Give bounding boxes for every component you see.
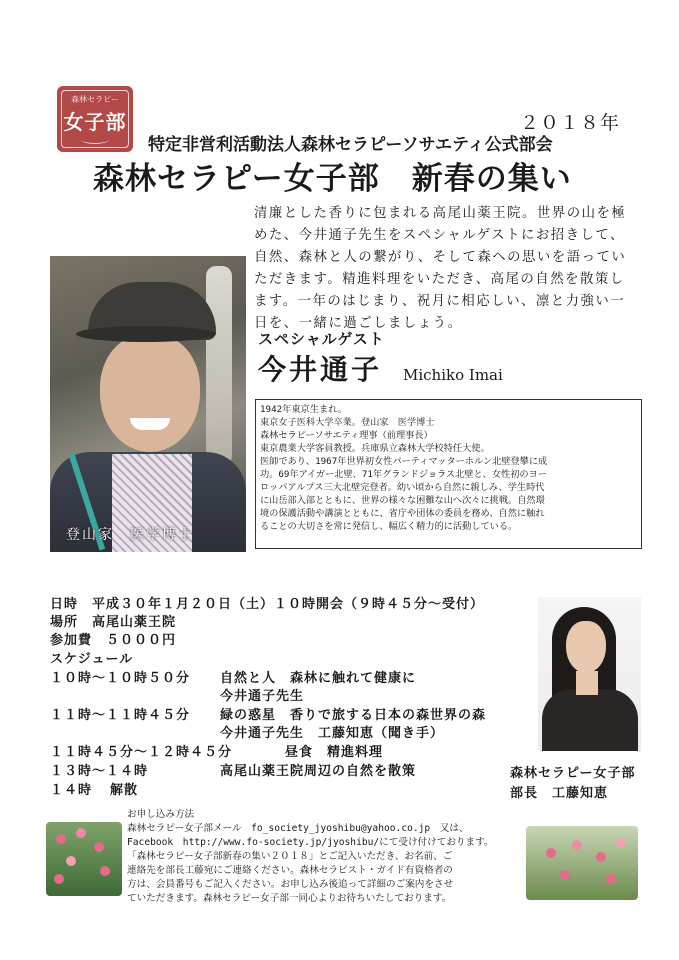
schedule-sub: 今井通子先生 (220, 689, 305, 704)
bio-line: 東京農業大学客員教授。兵庫県立森林大学校特任大使。 (260, 443, 490, 454)
leaf-ornament (81, 135, 109, 144)
apply-line: 方は、会員番号もご記入ください。お申し込み後追って詳細のご案内をさせ (127, 879, 454, 890)
leader-title: 森林セラピー女子部 (510, 766, 636, 781)
bio-line: 境の保護活動や講演とともに、省庁や団体の委員を務め、自然に触れ (260, 508, 545, 519)
apply-line: ていただきます。森林セラピー女子部一同心よりお待ちいたしております。 (127, 893, 452, 904)
schedule-label: スケジュール (50, 652, 134, 667)
bio-line: ることの大切さを常に発信し、幅広く精力的に活動している。 (260, 521, 518, 532)
schedule-item: 高尾山薬王院周辺の自然を散策 (220, 764, 417, 779)
intro-line: 清廉とした香りに包まれる高尾山薬王院。世界の山を極 (254, 206, 627, 221)
intro-text (254, 203, 652, 335)
organizer: 特定非営利活動法人森林セラピーソサエティ公式部会 (148, 135, 553, 155)
apply-line: 連絡先を部長工藤宛にご連絡ください。森林セラピスト・ガイド有資格者の (127, 865, 453, 876)
apply-line: 「森林セラピー女子部新春の集い２０１８」とご記入いただき、お名前、ご (127, 851, 453, 862)
event-year: ２０１８年 (520, 112, 621, 134)
schedule-item: 自然と人 森林に触れて健康に (220, 671, 417, 686)
schedule-item: 緑の惑星 香りで旅する日本の森世界の森 (220, 708, 487, 723)
bio-line: 功。69年アイガー北壁、71年グランドジョラス北壁と、女性初のヨー (260, 469, 547, 480)
schedule-time: １１時４５分～１２時４５分 (50, 745, 233, 760)
schedule-time: １１時～１１時４５分 (50, 708, 191, 723)
intro-line: めた、今井通子先生をスペシャルゲストにお招きして、 (254, 228, 625, 243)
date-label: 日時 (50, 597, 79, 612)
bio-line: 森林セラピーソサエティ理事（前理事長） (260, 430, 433, 441)
leader-photo (538, 597, 641, 751)
flower-photo-left (46, 822, 122, 896)
bu-badge-logo (57, 86, 133, 152)
bio-line: 医師であり、1967年世界初女性パーティマッターホルン北壁登攀に成 (260, 456, 548, 467)
event-place: 高尾山薬王院 (92, 615, 177, 630)
fee-label: 参加費 (50, 633, 93, 648)
intro-line: ます。一年のはじまり、祝月に相応しい、凛と力強い一 (254, 294, 626, 309)
schedule-item: 昼食 精進料理 (285, 745, 384, 760)
page-title: 森林セラピー女子部 新春の集い (93, 161, 572, 197)
apply-line: 森林セラピー女子部メール fo_society_jyoshibu@yahoo.co.jp 又は、 (127, 823, 469, 834)
bio-line: 東京女子医科大学卒業。登山家 医学博士 (260, 417, 435, 428)
special-guest-label: スペシャルゲスト (258, 330, 385, 348)
guest-photo (50, 256, 246, 552)
bio-line: 1942年東京生まれ。 (260, 404, 347, 415)
schedule-item: 解散 (110, 783, 139, 798)
bio-line: に山岳部入部とともに、世界の様々な困難な山へ次々に挑戦。自然環 (260, 495, 545, 506)
schedule-time: １３時～１４時 (50, 764, 149, 779)
application-info (127, 808, 494, 906)
event-fee: ５０００円 (106, 633, 177, 648)
guest-name: 今井通子 (258, 353, 383, 386)
place-label: 場所 (50, 615, 79, 630)
leader-name: 部長 工藤知恵 (510, 786, 609, 801)
photo-caption: 登山家 医学博士 (66, 527, 194, 543)
guest-name-roman: Michiko Imai (403, 366, 503, 384)
apply-line: Facebook http://www.fo-society.jp/jyoshibu/にて受け付けております。 (127, 837, 494, 848)
badge-title: 女子部 (63, 110, 127, 134)
badge-subtitle: 森林セラピー (71, 95, 119, 104)
intro-line: 自然、森林と人の繋がり、そして森への思いを語ってい (254, 250, 627, 265)
apply-heading: お申し込み方法 (127, 809, 195, 820)
schedule-time: １０時～１０時５０分 (50, 671, 191, 686)
schedule-sub: 今井通子先生 工藤知恵（聞き手） (220, 726, 445, 741)
event-details (50, 593, 520, 798)
bio-line: ロッパアルプス三大北壁完登者。幼い頃から自然に親しみ、学生時代 (260, 482, 545, 493)
intro-line: 日を、一緒に過ごしましょう。 (254, 316, 463, 331)
flower-photo-right (526, 826, 638, 900)
schedule-time: １４時 (50, 783, 93, 798)
event-date: 平成３０年１月２０日（土）１０時開会（９時４５分～受付） (92, 597, 485, 612)
intro-line: ただきます。精進料理をいただき、高尾の自然を散策し (254, 272, 625, 287)
guest-bio-box (255, 399, 642, 549)
